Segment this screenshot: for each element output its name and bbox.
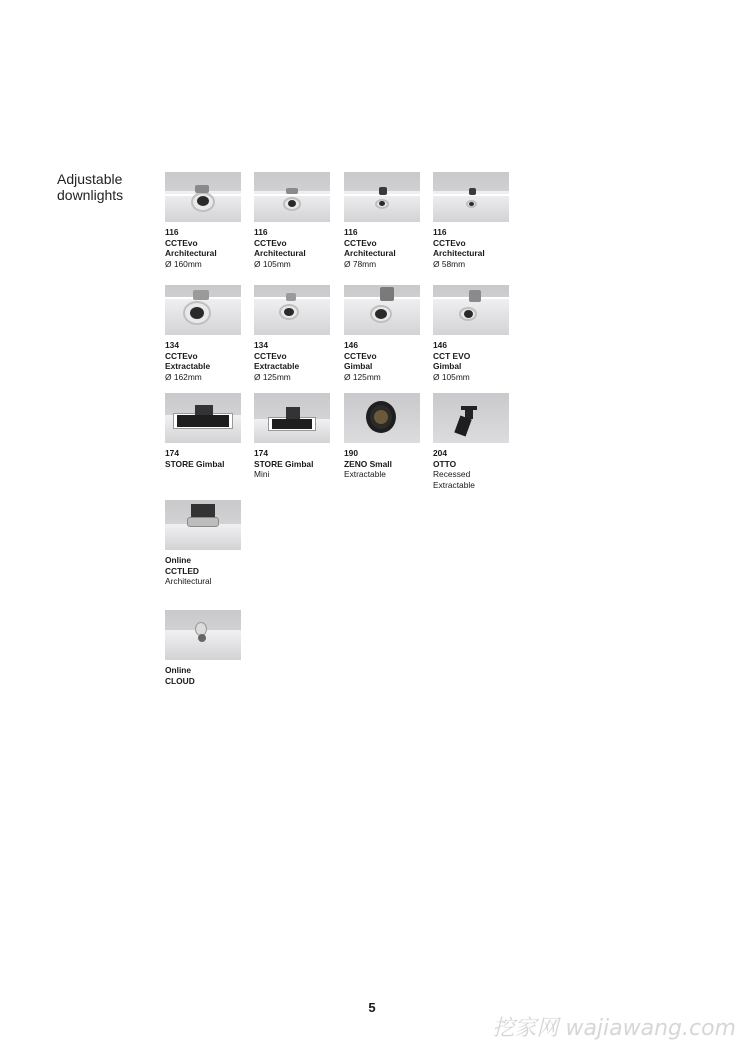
product-name: STORE Gimbal (165, 458, 225, 469)
product-label (344, 448, 426, 480)
product-name: CCTEvo (165, 350, 198, 361)
product-card[interactable] (344, 285, 426, 382)
product-image (433, 393, 509, 443)
product-card[interactable] (165, 285, 247, 382)
product-name: CCTEvo (254, 350, 287, 361)
product-desc: Extractable (344, 469, 386, 480)
product-label (344, 227, 426, 269)
product-card[interactable] (344, 172, 426, 269)
product-label (433, 227, 515, 269)
watermark: 挖家网 wajiawang.com (492, 1016, 736, 1041)
product-image (165, 285, 241, 335)
product-image (344, 285, 420, 335)
page-number: 5 (368, 1000, 376, 1015)
product-desc2: Extractable (433, 479, 475, 490)
product-name: ZENO Small (344, 458, 392, 469)
product-card[interactable] (254, 172, 336, 269)
product-label (433, 448, 515, 490)
product-label (165, 665, 247, 686)
product-image (433, 172, 509, 222)
product-size: Ø 105mm (254, 258, 291, 269)
product-name: OTTO (433, 458, 457, 469)
product-label (165, 340, 247, 382)
product-label (165, 555, 247, 587)
product-page: 146 (433, 340, 447, 350)
section-title (57, 171, 123, 203)
product-card[interactable] (433, 172, 515, 269)
product-page: 116 (344, 227, 358, 237)
section-title-line2: downlights (57, 187, 124, 203)
product-name: CCTEvo (165, 237, 198, 248)
product-label (165, 227, 247, 269)
product-name: CCTLED (165, 565, 199, 576)
product-page: 116 (165, 227, 179, 237)
product-card[interactable] (165, 172, 247, 269)
product-page: 174 (254, 448, 268, 458)
product-page: Online (165, 665, 192, 675)
product-label (165, 448, 247, 469)
product-variant: Gimbal (433, 361, 462, 372)
product-card[interactable] (254, 393, 336, 480)
product-card[interactable] (165, 500, 247, 587)
product-size: Ø 78mm (344, 258, 377, 269)
product-variant: Gimbal (344, 361, 373, 372)
product-card[interactable] (165, 610, 247, 686)
product-size: Ø 162mm (165, 371, 202, 382)
product-page: 116 (433, 227, 447, 237)
product-page: 116 (254, 227, 268, 237)
product-image (254, 285, 330, 335)
product-page: Online (165, 555, 192, 565)
product-page: 146 (344, 340, 358, 350)
product-image (254, 393, 330, 443)
product-name: CLOUD (165, 675, 195, 686)
product-image (344, 393, 420, 443)
product-size: Ø 58mm (433, 258, 466, 269)
product-size: Ø 160mm (165, 258, 202, 269)
product-page: 174 (165, 448, 179, 458)
product-image (165, 500, 241, 550)
product-name: STORE Gimbal (254, 458, 314, 469)
product-card[interactable] (165, 393, 247, 469)
product-name: CCTEvo (344, 237, 377, 248)
product-variant: Extractable (254, 361, 300, 372)
product-size: Ø 105mm (433, 371, 470, 382)
product-size: Ø 125mm (254, 371, 291, 382)
product-label (254, 340, 336, 382)
product-page: 134 (254, 340, 268, 350)
product-label (254, 227, 336, 269)
product-desc: Recessed (433, 469, 471, 480)
product-desc: Architectural (165, 576, 212, 587)
product-variant: Architectural (344, 248, 396, 259)
product-name: CCTEvo (254, 237, 287, 248)
product-name: CCTEvo (433, 237, 466, 248)
product-variant: Architectural (433, 248, 485, 259)
product-card[interactable] (433, 393, 515, 490)
product-name: CCT EVO (433, 350, 471, 361)
product-image (433, 285, 509, 335)
product-card[interactable] (344, 393, 426, 480)
product-page: 204 (433, 448, 447, 458)
product-card[interactable] (254, 285, 336, 382)
product-variant: Architectural (254, 248, 306, 259)
product-image (165, 610, 241, 660)
product-page: 190 (344, 448, 358, 458)
product-page: 134 (165, 340, 179, 350)
product-variant: Architectural (165, 248, 217, 259)
product-image (165, 172, 241, 222)
product-label (433, 340, 515, 382)
product-size: Ø 125mm (344, 371, 381, 382)
product-image (165, 393, 241, 443)
product-card[interactable] (433, 285, 515, 382)
section-title-line1: Adjustable (57, 171, 123, 187)
product-image (344, 172, 420, 222)
product-desc: Mini (254, 469, 270, 480)
product-label (254, 448, 336, 480)
product-image (254, 172, 330, 222)
product-label (344, 340, 426, 382)
product-name: CCTEvo (344, 350, 377, 361)
product-variant: Extractable (165, 361, 211, 372)
